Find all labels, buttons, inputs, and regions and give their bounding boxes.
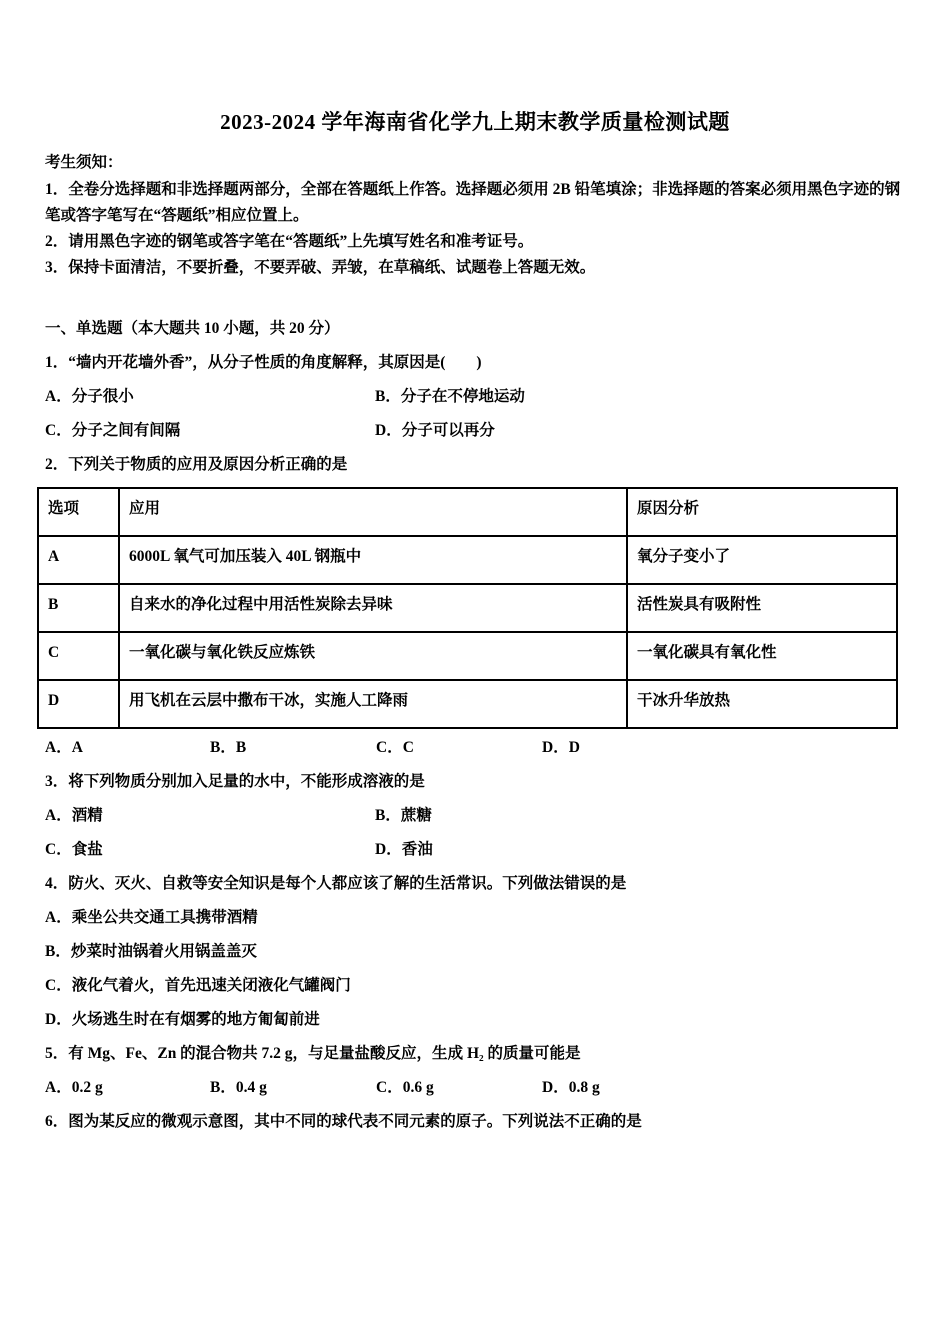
table-cell-application-b: 自来水的净化过程中用活性炭除去异味 — [119, 584, 627, 632]
question-3 — [45, 765, 905, 867]
question-1-options — [45, 380, 905, 448]
question-1-option-a: A．分子很小 — [45, 388, 134, 405]
table-row — [38, 680, 897, 728]
question-2-option-c: C．C — [376, 739, 414, 756]
question-2-options — [45, 731, 905, 765]
question-5-option-c: C．0.6 g — [376, 1079, 434, 1096]
question-5-option-d: D．0.8 g — [542, 1079, 600, 1096]
question-2-option-d: D．D — [542, 739, 580, 756]
question-5-option-a: A．0.2 g — [45, 1079, 103, 1096]
question-2 — [45, 448, 905, 765]
question-4-options — [45, 901, 905, 1037]
question-4-option-c: C．液化气着火，首先迅速关闭液化气罐阀门 — [45, 977, 351, 994]
table-cell-option-c: C — [38, 632, 119, 680]
table-cell-application-c: 一氧化碳与氧化铁反应炼铁 — [119, 632, 627, 680]
notice-item-2: 2．请用黑色字迹的钢笔或答字笔在“答题纸”上先填写姓名和准考证号。 — [45, 233, 534, 250]
question-3-option-a: A．酒精 — [45, 807, 103, 824]
candidate-notices — [45, 150, 905, 281]
question-1-option-b: B．分子在不停地运动 — [375, 388, 525, 405]
table-cell-option-d: D — [38, 680, 119, 728]
table-cell-option-a: A — [38, 536, 119, 584]
table-row — [38, 584, 897, 632]
table-header-reason: 原因分析 — [627, 488, 897, 536]
question-3-option-c: C．食盐 — [45, 841, 103, 858]
notice-item-3: 3．保持卡面清洁，不要折叠，不要弄破、弄皱，在草稿纸、试题卷上答题无效。 — [45, 259, 596, 276]
question-4-option-d: D．火场逃生时在有烟雾的地方匍匐前进 — [45, 1011, 320, 1028]
question-4-text: 4．防火、灭火、自救等安全知识是每个人都应该了解的生活常识。下列做法错误的是 — [45, 875, 627, 892]
question-5-option-b: B．0.4 g — [210, 1079, 267, 1096]
table-header-application: 应用 — [119, 488, 627, 536]
table-header-option: 选项 — [38, 488, 119, 536]
question-2-option-a: A．A — [45, 739, 83, 756]
table-cell-reason-b: 活性炭具有吸附性 — [627, 584, 897, 632]
table-cell-reason-a: 氧分子变小了 — [627, 536, 897, 584]
table-header-row — [38, 488, 897, 536]
section-header: 一、单选题（本大题共 10 小题，共 20 分） — [45, 320, 340, 337]
table-row — [38, 632, 897, 680]
question-6 — [45, 1105, 905, 1139]
question-5-options — [45, 1071, 905, 1105]
question-3-options — [45, 799, 905, 867]
notice-header: 考生须知： — [45, 154, 123, 171]
question-6-text: 6．图为某反应的微观示意图，其中不同的球代表不同元素的原子。下列说法不正确的是 — [45, 1113, 642, 1130]
table-cell-application-d: 用飞机在云层中撒布干冰，实施人工降雨 — [119, 680, 627, 728]
question-4-option-a: A．乘坐公共交通工具携带酒精 — [45, 909, 258, 926]
question-2-text: 2．下列关于物质的应用及原因分析正确的是 — [45, 456, 348, 473]
table-cell-application-a: 6000L 氧气可加压装入 40L 钢瓶中 — [119, 536, 627, 584]
question-1-option-c: C．分子之间有间隔 — [45, 422, 181, 439]
page-title: 2023-2024 学年海南省化学九上期末教学质量检测试题 — [220, 110, 730, 134]
question-1-text: 1．“墙内开花墙外香”，从分子性质的角度解释，其原因是( ) — [45, 354, 482, 371]
question-5-text: 5．有 Mg、Fe、Zn 的混合物共 7.2 g，与足量盐酸反应，生成 H₂ 的质量可能是 — [45, 1045, 581, 1062]
question-3-text: 3．将下列物质分别加入足量的水中，不能形成溶液的是 — [45, 773, 425, 790]
question-3-option-b: B．蔗糖 — [375, 807, 432, 824]
question-4-option-b: B．炒菜时油锅着火用锅盖盖灭 — [45, 943, 257, 960]
question-1-option-d: D．分子可以再分 — [375, 422, 495, 439]
table-cell-reason-c: 一氧化碳具有氧化性 — [627, 632, 897, 680]
table-row — [38, 536, 897, 584]
table-cell-option-b: B — [38, 584, 119, 632]
table-cell-reason-d: 干冰升华放热 — [627, 680, 897, 728]
question-4 — [45, 867, 905, 1037]
question-5 — [45, 1037, 905, 1105]
question-3-option-d: D．香油 — [375, 841, 433, 858]
notice-item-1: 1．全卷分选择题和非选择题两部分，全部在答题纸上作答。选择题必须用 2B 铅笔填涂；非选择题的答案必须用黑色字迹的钢笔或答字笔写在“答题纸”相应位置上。 — [45, 181, 901, 224]
question-2-table — [37, 487, 898, 729]
question-1 — [45, 346, 905, 448]
question-2-option-b: B．B — [210, 739, 247, 756]
